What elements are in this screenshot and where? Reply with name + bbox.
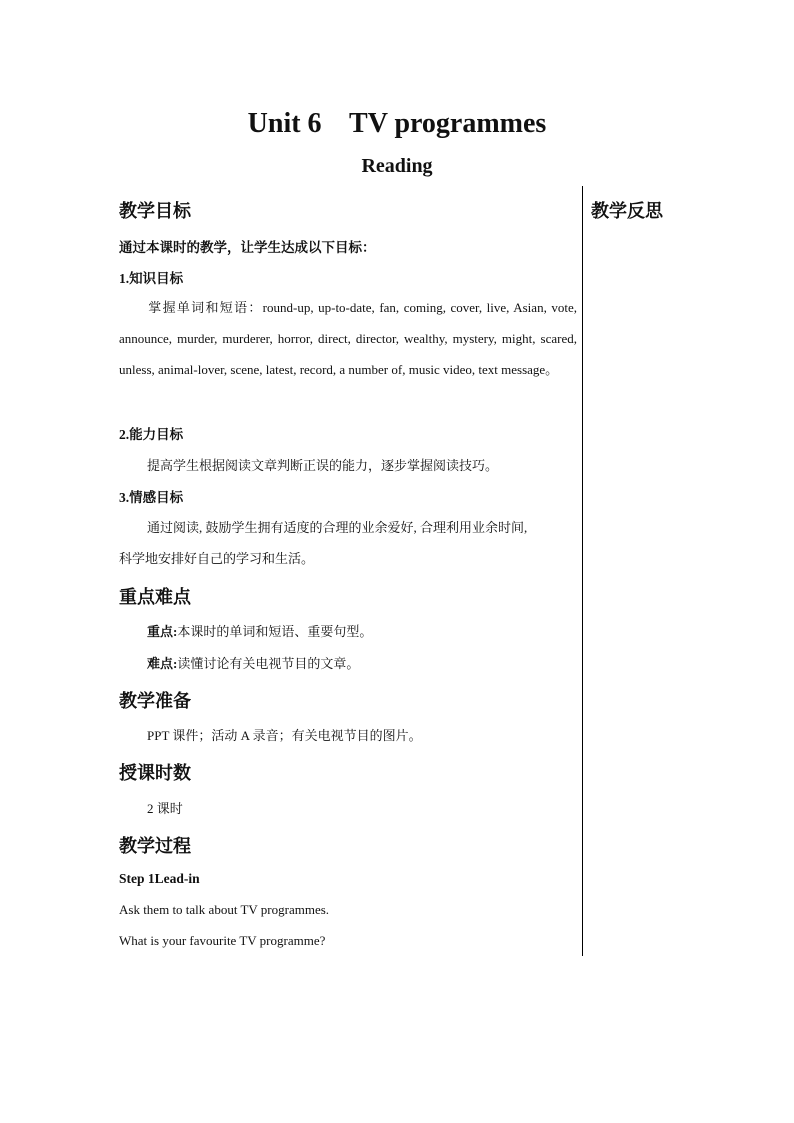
- preparation-text: PPT 课件；活动 A 录音；有关电视节目的图片。: [147, 728, 422, 743]
- document-title: Unit 6 TV programmes: [247, 108, 547, 139]
- emotion-text-line1: 通过阅读, 鼓励学生拥有适度的合理的业余爱好, 合理利用业余时间,: [147, 520, 528, 535]
- objectives-intro: 通过本课时的教学，让学生达成以下目标：: [119, 240, 376, 255]
- hours-heading: 授课时数: [119, 763, 191, 783]
- process-line2: What is your favourite TV programme?: [119, 933, 326, 948]
- knowledge-text: 掌握单词和短语：round-up, up-to-date, fan, coming, cover, live, Asian, vote, announce, murder, murderer, horror, direct, director, wealthy, mystery, might, scared, unless, animal-lover, scene, latest, record, a number of, music video, text message。: [119, 300, 577, 377]
- reflection-heading: 教学反思: [591, 201, 663, 221]
- difficult-text: 读懂讨论有关电视节目的文章。: [177, 656, 360, 671]
- hours-text: 2 课时: [147, 801, 183, 816]
- keypoints-heading: 重点难点: [119, 587, 191, 607]
- document-subtitle: Reading: [361, 155, 433, 177]
- key-text: 本课时的单词和短语、重要句型。: [177, 624, 373, 639]
- preparation-heading: 教学准备: [119, 691, 191, 711]
- key-label: 重点:: [147, 624, 178, 639]
- process-heading: 教学过程: [119, 836, 191, 856]
- column-divider: [582, 186, 583, 956]
- ability-label: 2.能力目标: [119, 427, 184, 442]
- ability-text: 提高学生根据阅读文章判断正误的能力，逐步掌握阅读技巧。: [147, 458, 499, 473]
- knowledge-label: 1.知识目标: [119, 271, 184, 286]
- emotion-label: 3.情感目标: [119, 490, 184, 505]
- objectives-heading: 教学目标: [119, 201, 191, 221]
- process-line1: Ask them to talk about TV programmes.: [119, 902, 330, 917]
- key-point: [147, 621, 372, 640]
- emotion-text-line2: 科学地安排好自己的学习和生活。: [119, 551, 315, 566]
- difficult-label: 难点:: [147, 656, 178, 671]
- step1-label: Step 1Lead-in: [119, 871, 200, 886]
- difficult-point: [147, 653, 359, 672]
